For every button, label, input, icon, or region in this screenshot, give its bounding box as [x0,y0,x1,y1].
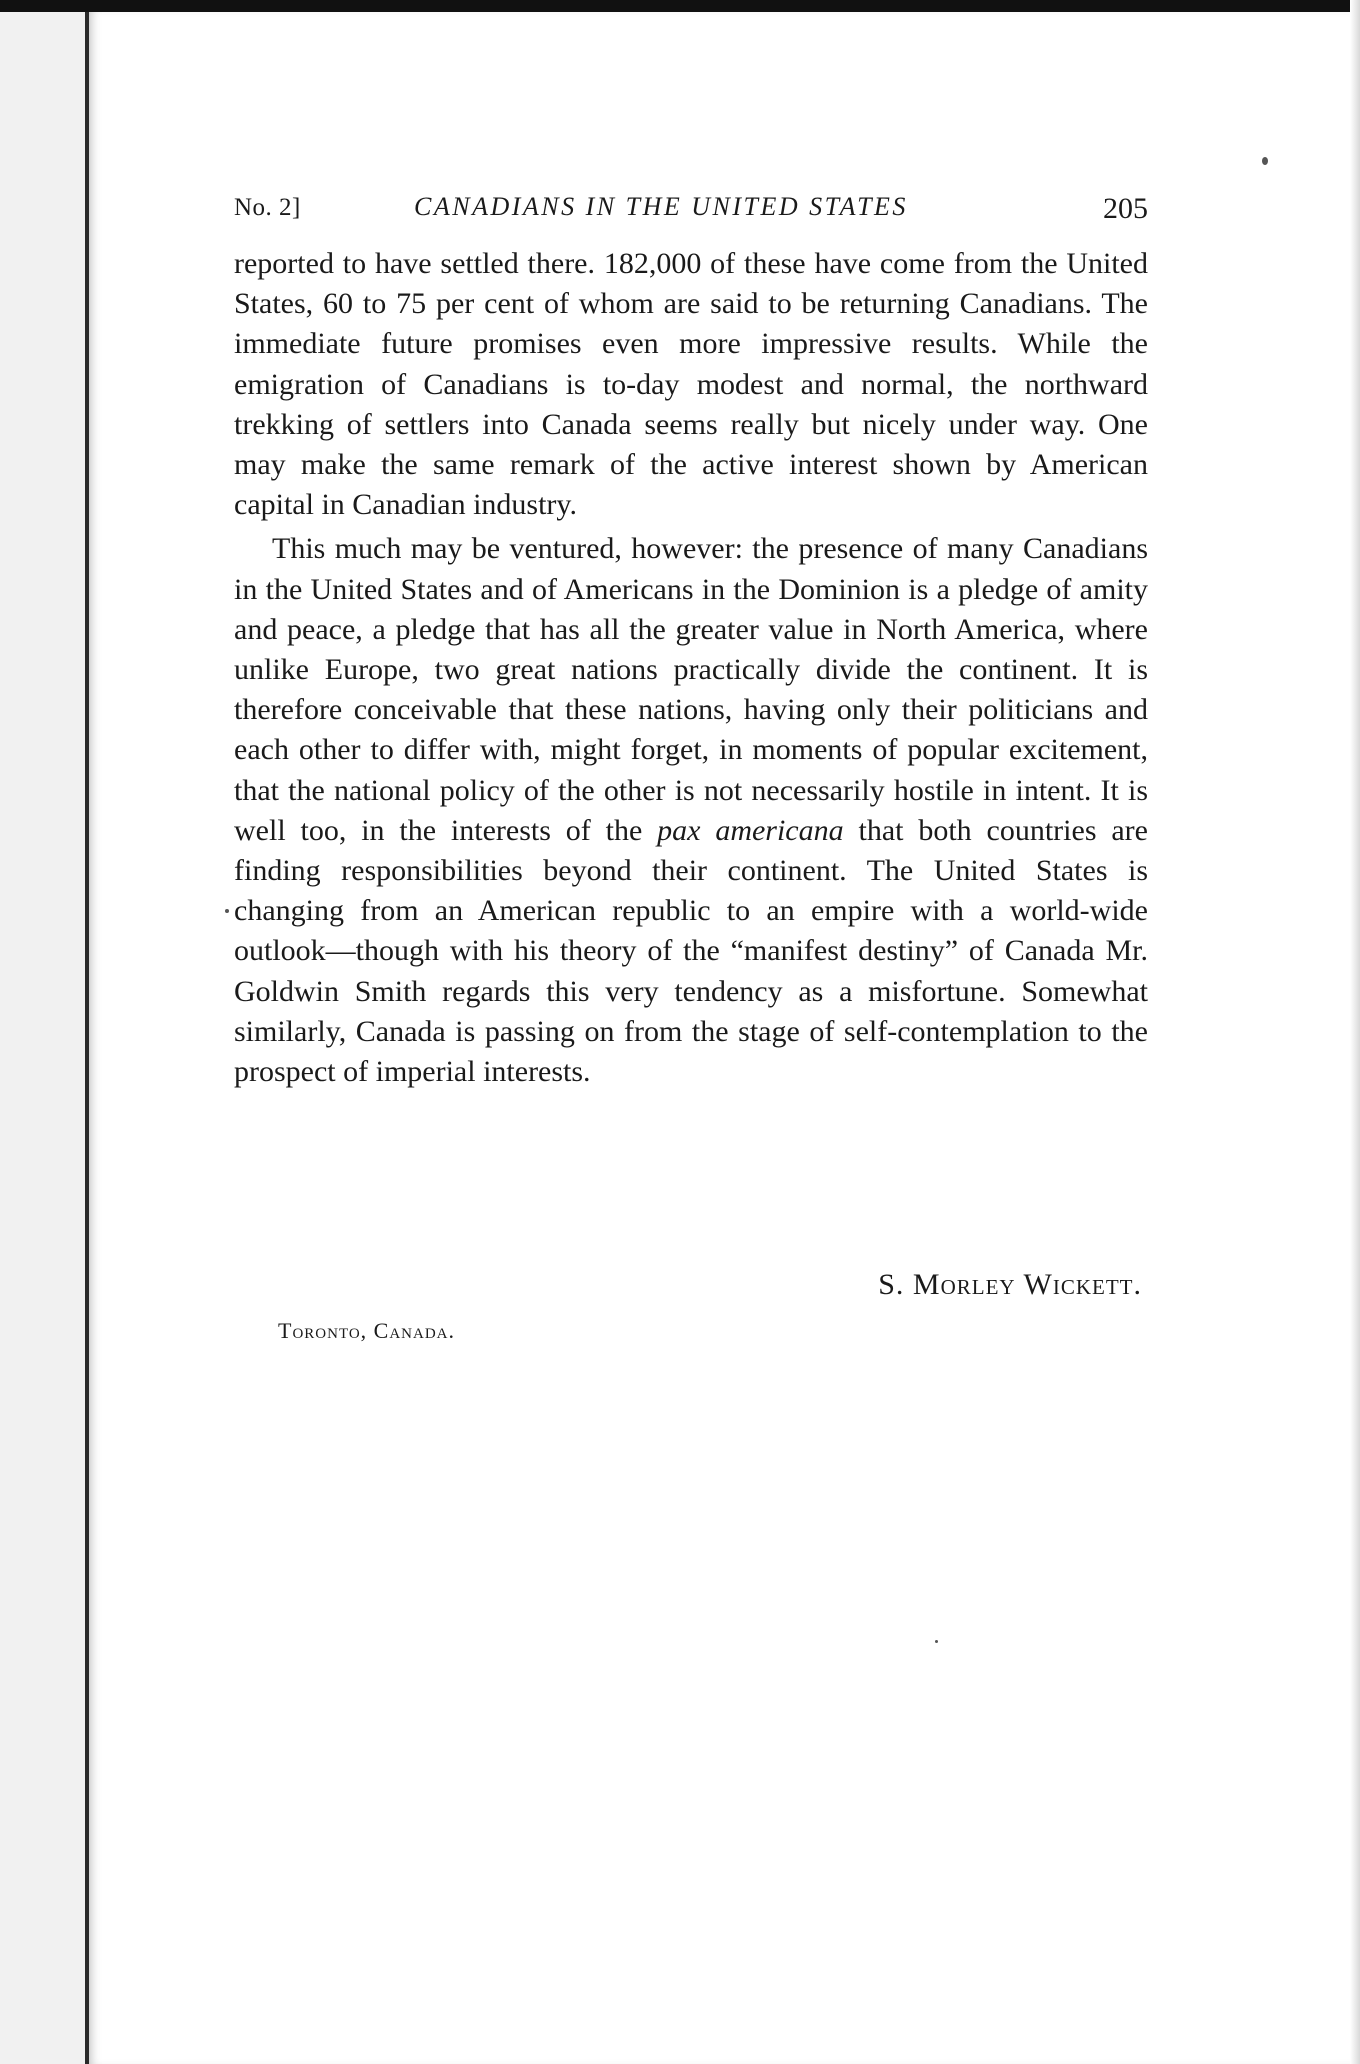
running-header [234,184,1148,224]
running-title: CANADIANS IN THE UNITED STATES [414,192,908,221]
issue-number: No. 2] [234,194,301,221]
scan-right-edge [1350,0,1360,2064]
scan-speck [935,1640,938,1643]
paragraph-1: reported to have settled there. 182,000 of these have come from the United States, 60 to 75 per cent of whom are said to be returning Canadians. The immediate future promises even more impressive results. While the emigration of Canadians is to-day modest and normal, the northward trekking of settlers into Canada seems really but nicely under way. One may make the same remark of the active interest shown by American capital in Canadian industry. [234,247,1148,522]
latin-phrase: pax americana [657,813,844,847]
page-number: 205 [1103,192,1148,225]
scan-speck [1262,157,1268,165]
article-body [234,244,1148,1092]
dateline-place: Toronto, Canada. [278,1318,456,1343]
paragraph-2-part-1: This much may be ventured, however: the presence of many Canadians in the United States and of Americans in the Dominion is a pledge of amity and peace, a pledge that has all the greater value in North America, where unlike Europe, two great nations practically divide the continent. It is therefore conceivable that these nations, having only their politicians and each other to differ with, might forget, in moments of popular excitement, that the national policy of the other is not necessarily hostile in intent. It is well too, in the interests of the [234,532,1148,847]
scan-speck [225,909,229,913]
paragraph-2 [234,529,1148,1092]
scan-top-edge [0,0,1360,12]
author-signature: S. Morley Wickett. [878,1268,1142,1301]
paragraph-2-part-2: that both countries are finding responsibilities beyond their continent. The United States is changing from an American republic to an empire with a world-wide outlook—though with his theory of the “manifest destiny” of Canada Mr. Goldwin Smith regards this very tendency as a misfortune. Somewhat similarly, Canada is passing on from the stage of self-contemplation to the prospect of imperial interests. [234,813,1148,1089]
